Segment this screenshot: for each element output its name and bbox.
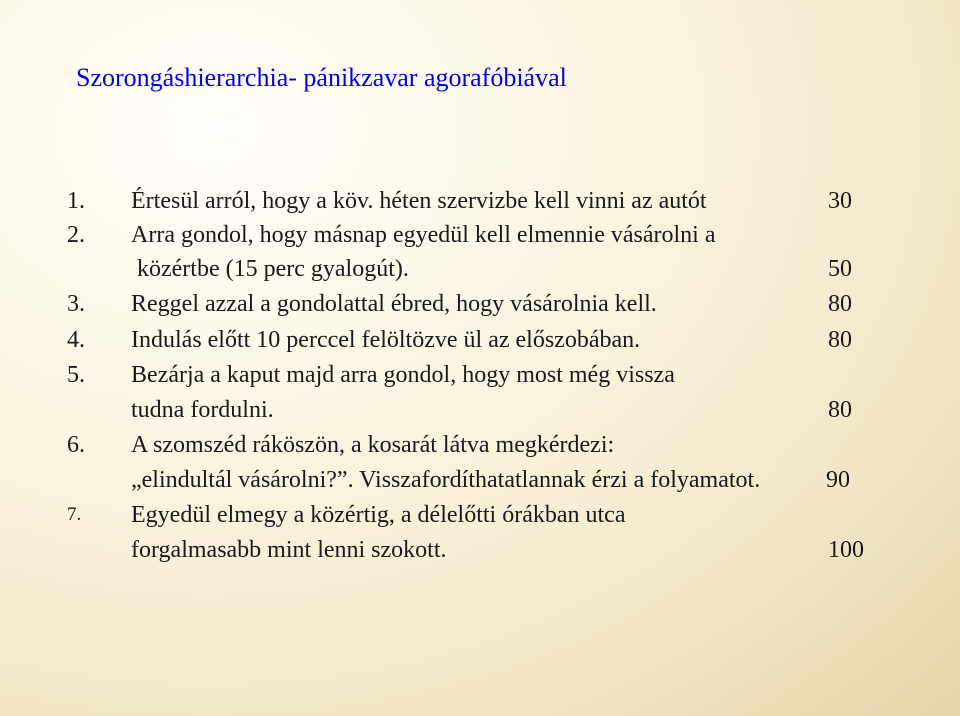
- item-number: 3.: [67, 291, 85, 317]
- item-score: 80: [828, 397, 852, 423]
- list-item-2-continuation: [0, 252, 960, 286]
- list-item-7-continuation: [0, 533, 960, 567]
- item-score: 90: [826, 467, 850, 493]
- item-number: 6.: [67, 432, 85, 458]
- item-text: A szomszéd ráköszön, a kosarát látva megkérdezi:: [131, 432, 615, 458]
- item-number: 7.: [67, 504, 82, 525]
- item-text: Indulás előtt 10 perccel felöltözve ül az előszobában.: [131, 327, 641, 353]
- item-text: Egyedül elmegy a közértig, a délelőtti órákban utca: [131, 502, 626, 528]
- list-item-1: [0, 184, 960, 218]
- item-number: 5.: [67, 362, 85, 388]
- list-item-3: [0, 287, 960, 321]
- list-item-6: [0, 428, 960, 462]
- item-score: 100: [828, 537, 864, 563]
- item-score: 80: [828, 291, 852, 317]
- item-number: 1.: [67, 188, 85, 214]
- slide-title: Szorongáshierarchia- pánikzavar agorafóbiával: [76, 63, 567, 92]
- item-text: Értesül arról, hogy a köv. héten szervizbe kell vinni az autót: [131, 188, 707, 214]
- item-score: 50: [828, 256, 852, 282]
- list-item-6-continuation: [0, 463, 960, 497]
- item-text: Bezárja a kaput majd arra gondol, hogy most még vissza: [131, 362, 675, 388]
- list-item-7: [0, 498, 960, 532]
- item-text: forgalmasabb mint lenni szokott.: [131, 537, 447, 563]
- list-item-4: [0, 323, 960, 357]
- item-score: 80: [828, 327, 852, 353]
- list-item-5-continuation: [0, 393, 960, 427]
- item-text: közértbe (15 perc gyalogút).: [137, 256, 409, 282]
- item-number: 4.: [67, 327, 85, 353]
- item-score: 30: [828, 188, 852, 214]
- item-text: Reggel azzal a gondolattal ébred, hogy vásárolnia kell.: [131, 291, 657, 317]
- list-item-5: [0, 358, 960, 392]
- item-text: „elindultál vásárolni?”. Visszafordíthatatlannak érzi a folyamatot.: [131, 467, 761, 493]
- item-number: 2.: [67, 222, 85, 248]
- item-text: Arra gondol, hogy másnap egyedül kell elmennie vásárolni a: [131, 222, 716, 248]
- item-text: tudna fordulni.: [131, 397, 274, 423]
- list-item-2: [0, 218, 960, 252]
